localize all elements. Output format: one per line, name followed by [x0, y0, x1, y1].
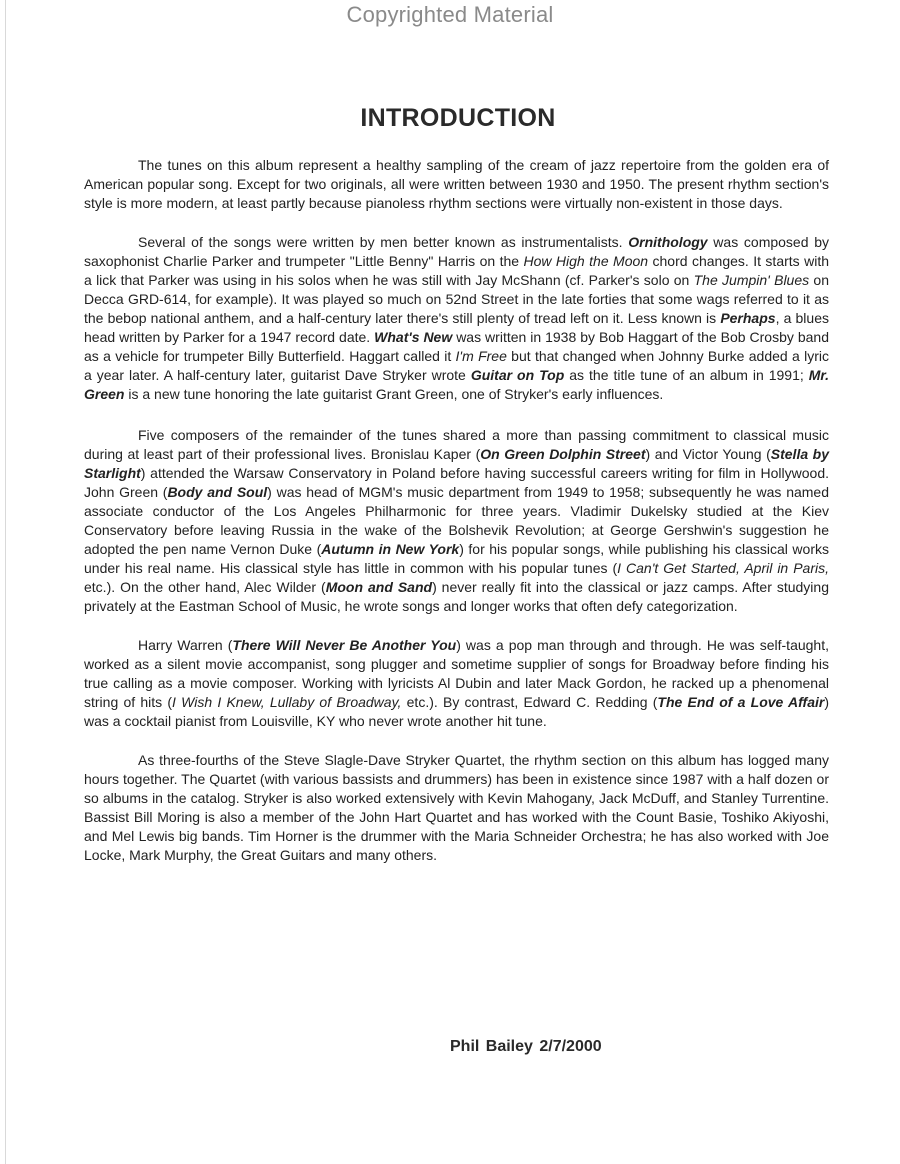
paragraph-5: As three-fourths of the Steve Slagle-Dave Stryker Quartet, the rhythm section on this album has logged many hours together. The Quartet (with various bassists and drummers) has been in existence since 1987 with a half dozen or so albums in the catalog. Stryker is also worked extensively with Kevin Mahogany, Jack McDuff, and Stanley Turrentine. Bassist Bill Moring is also a member of the John Hart Quartet and has worked with the Count Basie, Toshiko Akiyoshi, and Mel Lewis big bands. Tim Horner is the drummer with the Maria Schneider Orchestra; he has also worked with Joe Locke, Mark Murphy, the Great Guitars and many others. [84, 752, 829, 863]
page-title: INTRODUCTION [360, 104, 556, 132]
paragraph-1: The tunes on this album represent a healthy sampling of the cream of jazz repertoire from the golden era of American popular song. Except for two originals, all were written between 1930 and 1950. The present rhythm section's style is more modern, at least partly because pianoless rhythm sections were virtually non-existent in those days. [84, 157, 829, 211]
tune-reference: I'm Free [455, 348, 507, 364]
tune-title: Ornithology [628, 234, 708, 250]
tune-title: The End of a Love Affair [657, 694, 825, 710]
paragraph-4: Harry Warren (There Will Never Be Another You) was a pop man through and through. He was self-taught, worked as a silent movie accompanist, song plugger and sometime supplier of songs for Broadway before finding his true calling as a movie composer. Working with lyricists Al Dubin and later Mack Gordon, he racked up a phenomenal string of hits (I Wish I Knew, Lullaby of Broadway, etc.). By contrast, Edward C. Redding (The End of a Love Affair) was a cocktail pianist from Louisville, KY who never wrote another hit tune. [84, 637, 830, 729]
tune-title: Guitar on Top [470, 367, 565, 383]
paragraph-3: Five composers of the remainder of the tunes shared a more than passing commitment to classical music during at least part of their professional lives. Bronislau Kaper (On Green Dolphin Street) and Victor Young (Stella by Starlight) attended the Warsaw Conservatory in Poland before having successful careers writing for film in Hollywood. John Green (Body and Soul) was head of MGM's music department from 1949 to 1958; subsequently he was named associate conductor of the Los Angeles Philharmonic for three years. Vladimir Dukelsky studied at the Kiev Conservatory before leaving Russia in the wake of the Bolshevik Revolution; at George Gershwin's suggestion he adopted the pen name Vernon Duke (Autumn in New York) for his popular songs, while publishing his classical works under his real name. His classical style has little in common with his popular tunes (I Can't Get Started, April in Paris, etc.). On the other hand, Alec Wilder (Moon and Sand) never really fit into the classical or jazz camps. After studying privately at the Eastman School of Music, he wrote songs and longer works that often defy categorization. [84, 427, 829, 614]
tune-title: Perhaps [720, 310, 776, 326]
paragraph-2: Several of the songs were written by men better known as instrumentalists. Ornithology was composed by saxophonist Charlie Parker and trumpeter "Little Benny" Harris on the How High the Moon chord changes. It starts with a lick that Parker was using in his solos when he was still with Jay McShann (cf. Parker's solo on The Jumpin' Blues on Decca GRD-614, for example). It was played so much on 52nd Street in the late forties that some wags referred to it as the bebop national anthem, and a half-century later there's still plenty of tread left on it. Less known is Perhaps, a blues head written by Parker for a 1947 record date. What's New was written in 1938 by Bob Haggart of the Bob Crosby band as a vehicle for trumpeter Billy Butterfield. Haggart called it I'm Free but that changed when Johnny Burke added a lyric a year later. A half-century later, guitarist Dave Stryker wrote Guitar on Top as the title tune of an album in 1991; Mr. Green is a new tune honoring the late guitarist Grant Green, one of Stryker's early influences. [84, 234, 829, 402]
tune-title: What's New [374, 329, 453, 345]
tune-title: Stella by Starlight [84, 446, 829, 481]
page-edge-line [5, 0, 6, 1164]
tune-reference: How High the Moon [523, 253, 649, 269]
tune-title: On Green Dolphin Street [480, 446, 646, 462]
tune-reference: I Wish I Knew, Lullaby of Broadway, [172, 694, 402, 710]
copyright-watermark: Copyrighted Material [346, 2, 554, 27]
tune-title: There Will Never Be Another You [232, 637, 457, 653]
tune-title: Moon and Sand [325, 579, 433, 595]
tune-reference: I Can't Get Started, April in Paris, [617, 560, 829, 576]
author-signature: Phil Bailey 2/7/2000 [450, 1038, 602, 1055]
tune-title: Mr. Green [84, 367, 829, 402]
tune-title: Autumn in New York [321, 541, 460, 557]
tune-title: Body and Soul [167, 484, 268, 500]
introduction-body [84, 156, 829, 885]
tune-reference: The Jumpin' Blues [693, 272, 810, 288]
